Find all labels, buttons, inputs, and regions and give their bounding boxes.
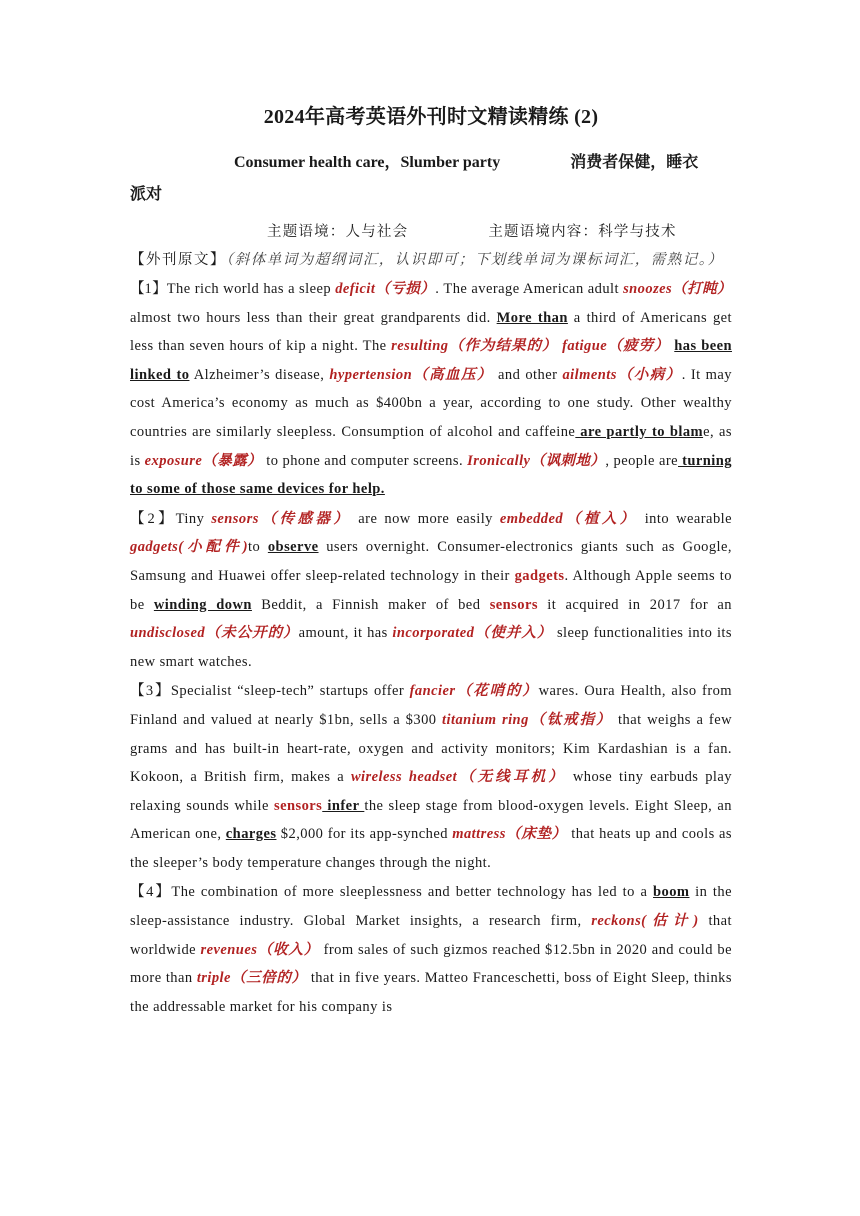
keyword-gloss: snoozes（打盹） — [623, 281, 732, 297]
keyword-gloss: mattress（床垫） — [452, 826, 567, 843]
keyword-gloss: Ironically（讽刺地） — [467, 452, 606, 469]
intro-note: （斜体单词为超纲词汇，认识即可；下划线单词为课标词汇，需熟记。） — [226, 252, 724, 268]
text-segment: sleep functionalities into its new smart watches. — [130, 625, 732, 670]
text-segment: Specialist “sleep-tech” startups offer — [170, 683, 410, 700]
keyword-gloss: fancier（花哨的） — [409, 683, 539, 700]
keyword-gloss: gadgets(小配件) — [130, 539, 249, 556]
text-segment: it acquired in 2017 for an — [537, 596, 732, 613]
text-segment: that in five years. Matteo Franceschetti, boss of Eight Sleep, thinks the addressable market for his company is — [130, 970, 732, 1015]
vocab-underlined: boom — [653, 884, 690, 901]
vocab-underlined: winding down — [153, 596, 252, 613]
text-segment: Beddit, a Finnish maker of bed — [251, 596, 490, 613]
text-segment: . The average American adult — [435, 281, 624, 297]
keyword-gloss: resulting（作为结果的） — [391, 338, 558, 355]
keyword-gloss: sensors（传感器） — [211, 510, 352, 527]
keyword-repeat: sensors — [274, 797, 323, 814]
intro-label: 【外刊原文】 — [130, 252, 226, 268]
keyword-gloss: wireless headset（无线耳机） — [350, 769, 567, 786]
paragraph-marker-open: 【 — [130, 510, 148, 527]
paragraph-4 — [130, 878, 732, 1021]
subtitle-chinese-cont: 派对 — [130, 186, 163, 203]
theme-content: 主题语境内容：科学与技术 — [488, 224, 677, 240]
vocab-underlined: infer — [322, 797, 365, 814]
text-segment: $2,000 for its app-synched — [276, 826, 453, 843]
keyword-gloss: undisclosed（未公开的） — [130, 625, 299, 642]
paragraph-marker-close: 】 — [153, 683, 171, 700]
intro-line — [130, 247, 732, 274]
vocab-underlined: turning to some of those same devices for help. — [130, 452, 732, 498]
text-segment: amount, it has — [298, 625, 393, 642]
text-segment: , people are — [605, 452, 678, 469]
text-segment: and other — [492, 366, 563, 383]
keyword-gloss: triple（三倍的） — [196, 970, 307, 987]
text-segment: e, as is — [130, 423, 732, 469]
vocab-underlined: More than — [496, 309, 568, 326]
keyword-gloss: titanium ring（钛戒指） — [442, 711, 613, 728]
keyword-gloss: embedded（植入） — [499, 510, 638, 527]
page-title: 2024年高考英语外刊时文精读精练 (2) — [263, 106, 599, 128]
text-segment: are now more easily — [351, 510, 500, 527]
paragraph-marker-close: 】 — [153, 884, 172, 901]
text-segment: . Although Apple seems to be — [130, 567, 732, 613]
vocab-underlined: observe — [267, 539, 319, 556]
text-segment: The combination of more sleeplessness and better technology has led to a — [171, 884, 654, 901]
keyword-gloss: hypertension（高血压） — [329, 366, 493, 383]
text-segment: . It may cost America’s economy as much as $400bn a year, according to one study. Other wealthy countries are similarly sleepless. Consumption of alcohol and caffeine — [130, 366, 732, 440]
paragraph-number: 3 — [145, 683, 154, 700]
keyword-gloss: fatigue（疲劳） — [562, 338, 670, 355]
text-segment: into wearable — [637, 510, 733, 527]
paragraph-number: 1 — [144, 281, 153, 297]
keyword-repeat: sensors — [489, 596, 538, 613]
text-segment: Tiny — [175, 510, 212, 527]
paragraph-marker-close: 】 — [155, 510, 176, 527]
paragraph-marker-open: 【 — [130, 884, 147, 901]
paragraph-1 — [130, 275, 732, 504]
text-segment: wares. Oura Health, also from Finland and valued at nearly $1bn, sells a $300 — [130, 683, 733, 728]
keyword-repeat: gadgets — [514, 567, 565, 584]
theme-context: 主题语境：人与社会 — [267, 224, 409, 240]
text-segment: almost two hours less than their great grandparents did. — [130, 309, 497, 326]
paragraph-marker-open: 【 — [130, 683, 146, 700]
keyword-gloss: incorporated（使并入） — [392, 625, 553, 642]
article-subtitle — [130, 147, 732, 211]
document-page — [130, 100, 732, 1021]
text-segment: a third of Americans get less than seven hours of kip a night. The — [130, 309, 733, 355]
text-segment: in the sleep-assistance industry. Global Market insights, a research firm, — [130, 884, 732, 930]
paragraph-marker-open: 【 — [130, 281, 145, 297]
text-segment: from sales of such gizmos reached $12.5bn in 2020 and could be more than — [130, 941, 732, 987]
text-segment: that worldwide — [130, 913, 732, 958]
paragraph-2 — [130, 505, 732, 677]
keyword-gloss: ailments（小病） — [562, 366, 682, 383]
vocab-underlined: has been linked to — [130, 338, 732, 383]
paragraph-number: 2 — [147, 510, 156, 527]
text-segment: the sleep stage from blood-oxygen levels. Eight Sleep, an American one, — [130, 797, 732, 843]
subtitle-english: Consumer health care，Slumber party — [234, 154, 501, 171]
vocab-underlined: charges — [225, 826, 277, 843]
text-segment: Alzheimer’s disease, — [189, 366, 330, 383]
vocab-underlined: are partly to blam — [575, 423, 704, 440]
theme-contexts — [130, 219, 732, 245]
text-segment: whose tiny earbuds play relaxing sounds while — [130, 769, 732, 814]
keyword-gloss: revenues（收入） — [200, 941, 320, 958]
text-segment: to phone and computer screens. — [262, 452, 468, 469]
text-segment: that weighs a few grams and has built-in heart-rate, oxygen and activity monitors; Kim Kardashian is a fan. Kokoon, a British firm, makes a — [130, 711, 732, 786]
text-segment: to — [248, 539, 268, 556]
text-segment: The rich world has a sleep — [166, 281, 336, 297]
subtitle-chinese: 消费者保健，睡衣 — [570, 154, 699, 171]
text-segment: that heats up and cools as the sleeper’s body temperature changes through the night. — [130, 826, 732, 871]
text-segment: users overnight. Consumer-electronics giants such as Google, Samsung and Huawei offer sleep-related technology in their — [130, 539, 732, 584]
keyword-gloss: deficit（亏损） — [335, 281, 436, 297]
article-body — [130, 275, 732, 1021]
paragraph-marker-close: 】 — [152, 281, 167, 297]
keyword-gloss: reckons(估计) — [591, 913, 699, 930]
paragraph-3 — [130, 677, 732, 877]
paragraph-number: 4 — [146, 884, 154, 901]
keyword-gloss: exposure（暴露） — [144, 452, 263, 469]
